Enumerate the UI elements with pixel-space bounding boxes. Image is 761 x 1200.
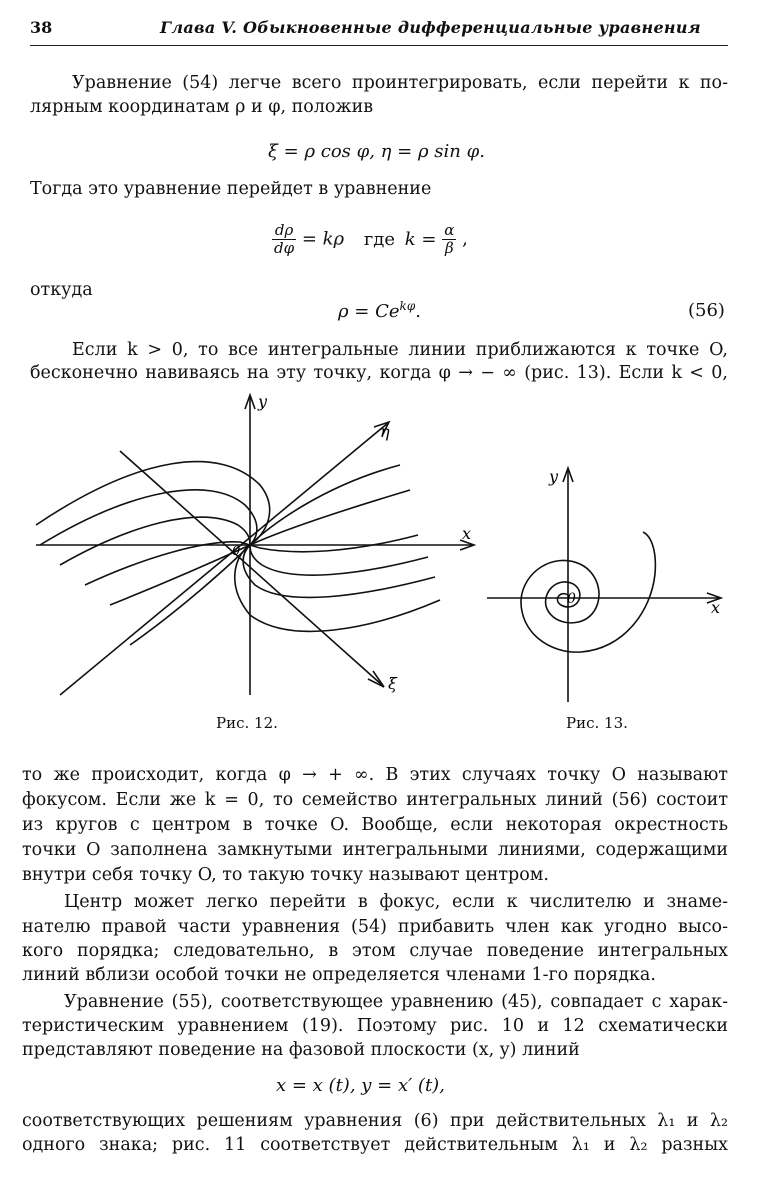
paragraph-2-line-2: бесконечно навиваясь на эту точку, когда φ → − ∞ (рис. 13). Если k < 0, <box>30 363 728 383</box>
paragraph-3-line-2: фокусом. Если же k = 0, то семейство интегральных линий (56) состоит <box>22 790 728 810</box>
paragraph-4-line-2: нателю правой части уравнения (54) прибавить член как угодно высо- <box>22 917 728 937</box>
paragraph-4-line-1: Центр может легко перейти в фокус, если к числителю и знаме- <box>64 892 728 912</box>
formula-ode: $\frac{d\rho}{d\varphi}$ = kρ где k = $\frac{\alpha}{\beta}$ , <box>274 221 468 257</box>
paragraph-2-line-1: Если k > 0, то все интегральные линии приближаются к точке O, <box>72 340 728 360</box>
paragraph-5-line-3: представляют поведение на фазовой плоскости (x, y) линий <box>22 1040 580 1060</box>
paragraph-4-line-4: линий вблизи особой точки не определяется членами 1-го порядка. <box>22 965 656 985</box>
paragraph-3-line-5: внутри себя точку O, то такую точку называют центром. <box>22 865 549 885</box>
fraction-alpha-beta: $\frac{\alpha}{\beta}$ <box>444 221 455 257</box>
fig12-label-x: x <box>462 524 472 543</box>
header-rule <box>30 45 728 46</box>
fraction-drho-dphi: $\frac{d\rho}{d\varphi}$ <box>274 221 295 257</box>
paragraph-1-line-1: Уравнение (54) легче всего проинтегрировать, если перейти к по- <box>72 73 728 93</box>
fig12-eta-axis <box>60 423 388 695</box>
fig13-label-y: y <box>549 467 559 486</box>
fig12-label-y: y <box>258 392 268 411</box>
paragraph-3-line-1: то же происходит, когда φ → + ∞. В этих случаях точку O называют <box>22 765 728 785</box>
formula-solution: $\rho = Ce^{k\varphi}$. <box>338 299 421 322</box>
running-title: Глава V. Обыкновенные дифференциальные уравнения <box>160 18 701 37</box>
figure-13-focus-spiral <box>483 462 733 712</box>
page-header <box>30 14 728 42</box>
text-then: Тогда это уравнение перейдет в уравнение <box>30 179 432 199</box>
formula-phase: x = x (t), y = x′ (t), <box>276 1075 445 1096</box>
fig13-label-x: x <box>711 598 721 617</box>
paragraph-1-line-2: лярным координатам ρ и φ, положив <box>30 97 374 117</box>
paragraph-4-line-3: кого порядка; следовательно, в этом случае поведение интегральных <box>22 941 728 961</box>
fig12-label-eta: η <box>380 422 390 441</box>
fig13-label-origin: 0 <box>567 591 576 607</box>
paragraph-5-line-2: теристическим уравнением (19). Поэтому рис. 10 и 12 схематически <box>22 1016 728 1036</box>
figure-13-caption: Рис. 13. <box>566 714 628 732</box>
paragraph-6-line-2: одного знака; рис. 11 соответствует действительным λ₁ и λ₂ разных <box>22 1135 728 1155</box>
paragraph-3-line-3: из кругов с центром в точке O. Вообще, если некоторая окрестность <box>22 815 728 835</box>
figure-12-caption: Рис. 12. <box>216 714 278 732</box>
text-whence: откуда <box>30 280 93 300</box>
paragraph-5-line-1: Уравнение (55), соответствующее уравнению (45), совпадает с харак- <box>64 992 728 1012</box>
fig12-label-origin: 0 <box>232 544 241 559</box>
paragraph-6-line-1: соответствующих решениям уравнения (6) при действительных λ₁ и λ₂ <box>22 1111 728 1131</box>
page-number: 38 <box>30 18 53 37</box>
figure-12-node-phase-portrait <box>30 385 490 705</box>
paragraph-3-line-4: точки O заполнена замкнутыми интегральными линиями, содержащими <box>22 840 728 860</box>
fig12-label-xi: ξ <box>388 674 397 693</box>
fig13-spiral <box>521 532 655 652</box>
equation-number-56: (56) <box>688 300 725 321</box>
formula-polar: ξ = ρ cos φ, η = ρ sin φ. <box>268 141 485 162</box>
